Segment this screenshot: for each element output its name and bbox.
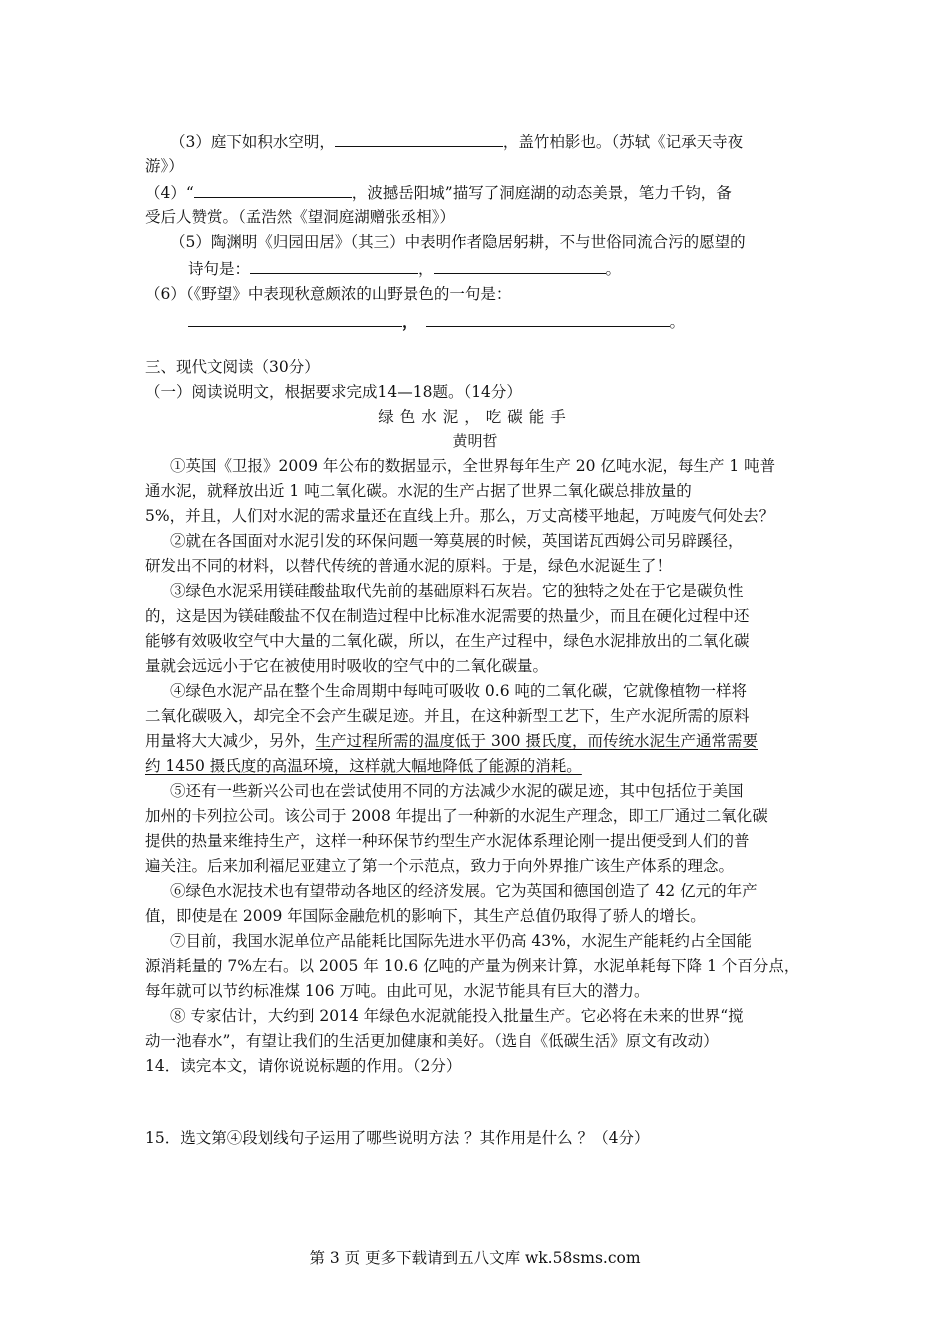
article-author: 黄明哲 (452, 432, 498, 450)
question-4-line2: 受后人赞赏。（孟浩然《望洞庭湖赠张丞相》） (145, 208, 456, 226)
question-15: 15．选文第④段划线句子运用了哪些说明方法 ？其作用是什么 ？（4分） (145, 1129, 650, 1147)
question-3-line1 (170, 130, 743, 153)
underlined-sentence: 约 1450 摄氏度的高温环境，这样就大幅地降低了能源的消耗。 (145, 757, 582, 775)
answer-blank[interactable] (426, 310, 670, 327)
paragraph-4-line: ④绿色水泥产品在整个生命周期中每吨可吸收 0.6 吨的二氧化碳，它就像植物一样将 (170, 682, 748, 700)
question-3-text: （3）庭下如积水空明， (170, 133, 335, 151)
question-14: 14．读完本文，请你说说标题的作用。（2分） (145, 1057, 462, 1075)
paragraph-5-line: 加州的卡列拉公司。该公司于 2008 年提出了一种新的水泥生产理念，即工厂通过二氧化碳 (145, 807, 768, 825)
paragraph-3-line: 量就会远远小于它在被使用时吸收的空气中的二氧化碳量。 (145, 657, 549, 675)
paragraph-3-line: ③绿色水泥采用镁硅酸盐取代先前的基础原料石灰岩。它的独特之处在于它是碳负性 (170, 582, 744, 600)
paragraph-8-line: ⑧ 专家估计，大约到 2014 年绿色水泥就能投入批量生产。它必将在未来的世界“搅 (170, 1007, 744, 1025)
paragraph-1-line: 通水泥，就释放出近 1 吨二氧化碳。水泥的生产占据了世界二氧化碳总排放量的 (145, 482, 692, 500)
period: 。 (605, 260, 622, 278)
paragraph-3-line: 的，这是因为镁硅酸盐不仅在制造过程中比标准水泥需要的热量少，而且在硬化过程中还 (145, 607, 750, 625)
paragraph-7-line: 源消耗量的 7%左右。以 2005 年 10.6 亿吨的产量为例来计算，水泥单耗每下降 1 个百分点， (145, 957, 800, 975)
paragraph-5-line: 遍关注。后来加利福尼亚建立了第一个示范点，致力于向外界推广该生产体系的理念。 (145, 857, 735, 875)
period: 。 (669, 313, 686, 331)
separator: ， (418, 260, 434, 278)
paragraph-4-line (145, 755, 582, 777)
paragraph-1-line: 5%，并且，人们对水泥的需求量还在直线上升。那么，万丈高楼平地起，万吨废气何处去？ (145, 507, 775, 525)
question-6-line1: （6）（《野望》中表现秋意颇浓的山野景色的一句是： (145, 285, 512, 303)
question-5-line1: （5）陶渊明《归园田居》（其三）中表明作者隐居躬耕，不与世俗同流合污的愿望的 (170, 233, 746, 251)
answer-blank[interactable] (188, 310, 402, 327)
question-5-prompt: 诗句是： (188, 260, 251, 278)
paragraph-6-line: ⑥绿色水泥技术也有望带动各地区的经济发展。它为英国和德国创造了 42 亿元的年产 (170, 882, 758, 900)
paragraph-3-line: 能够有效吸收空气中大量的二氧化碳，所以，在生产过程中，绿色水泥排放出的二氧化碳 (145, 632, 750, 650)
question-4-line1 (145, 181, 732, 204)
underlined-sentence: 生产过程所需的温度低于 300 摄氏度，而传统水泥生产通常需要 (315, 732, 758, 750)
answer-blank[interactable] (434, 257, 606, 274)
answer-blank[interactable] (194, 181, 352, 198)
question-3-text-cont: ，盖竹柏影也。（苏轼《记承天寺夜 (502, 133, 744, 151)
question-5-line2 (188, 257, 621, 280)
question-6-line2 (188, 310, 685, 333)
page-footer: 第 3 页 更多下载请到五八文库 wk.58sms.com (309, 1249, 641, 1267)
paragraph-5-line: ⑤还有一些新兴公司也在尝试使用不同的方法减少水泥的碳足迹，其中包括位于美国 (170, 782, 744, 800)
section-heading: 三、现代文阅读（30分） (145, 358, 320, 376)
section-subheading: （一）阅读说明文，根据要求完成14—18题。（14分） (145, 383, 522, 401)
paragraph-2-line: ②就在各国面对水泥引发的环保问题一筹莫展的时候，英国诺瓦西姆公司另辟蹊径， (170, 532, 744, 550)
paragraph-8-line: 动一池春水”，有望让我们的生活更加健康和美好。（选自《低碳生活》原文有改动） (145, 1032, 719, 1050)
question-4-text: （4）“ (145, 184, 194, 202)
paragraph-1-line: ①英国《卫报》2009 年公布的数据显示，全世界每年生产 20 亿吨水泥，每生产 1 吨普 (170, 457, 776, 475)
question-4-text-cont: ，波撼岳阳城”描写了洞庭湖的动态美景，笔力千钧，备 (351, 184, 732, 202)
question-3-line2: 游》） (145, 157, 184, 175)
paragraph-7-line: 每年就可以节约标准煤 106 万吨。由此可见，水泥节能具有巨大的潜力。 (145, 982, 650, 1000)
paragraph-4-line (145, 730, 758, 752)
answer-blank[interactable] (335, 130, 503, 147)
separator: ， (402, 312, 418, 331)
paragraph-4-line: 二氧化碳吸入，却完全不会产生碳足迹。并且，在这种新型工艺下，生产水泥所需的原料 (145, 707, 750, 725)
paragraph-2-line: 研发出不同的材料，以替代传统的普通水泥的原料。于是，绿色水泥诞生了！ (145, 557, 673, 575)
paragraph-6-line: 值，即使是在 2009 年国际金融危机的影响下，其生产总值仍取得了骄人的增长。 (145, 907, 706, 925)
answer-blank[interactable] (250, 257, 418, 274)
paragraph-4-text: 用量将大大减少，另外， (145, 732, 316, 750)
paragraph-7-line: ⑦目前，我国水泥单位产品能耗比国际先进水平仍高 43%，水泥生产能耗约占全国能 (170, 932, 752, 950)
article-title: 绿色水泥，吃碳能手 (378, 408, 572, 426)
paragraph-5-line: 提供的热量来维持生产，这样一种环保节约型生产水泥体系理论刚一提出便受到人们的普 (145, 832, 750, 850)
